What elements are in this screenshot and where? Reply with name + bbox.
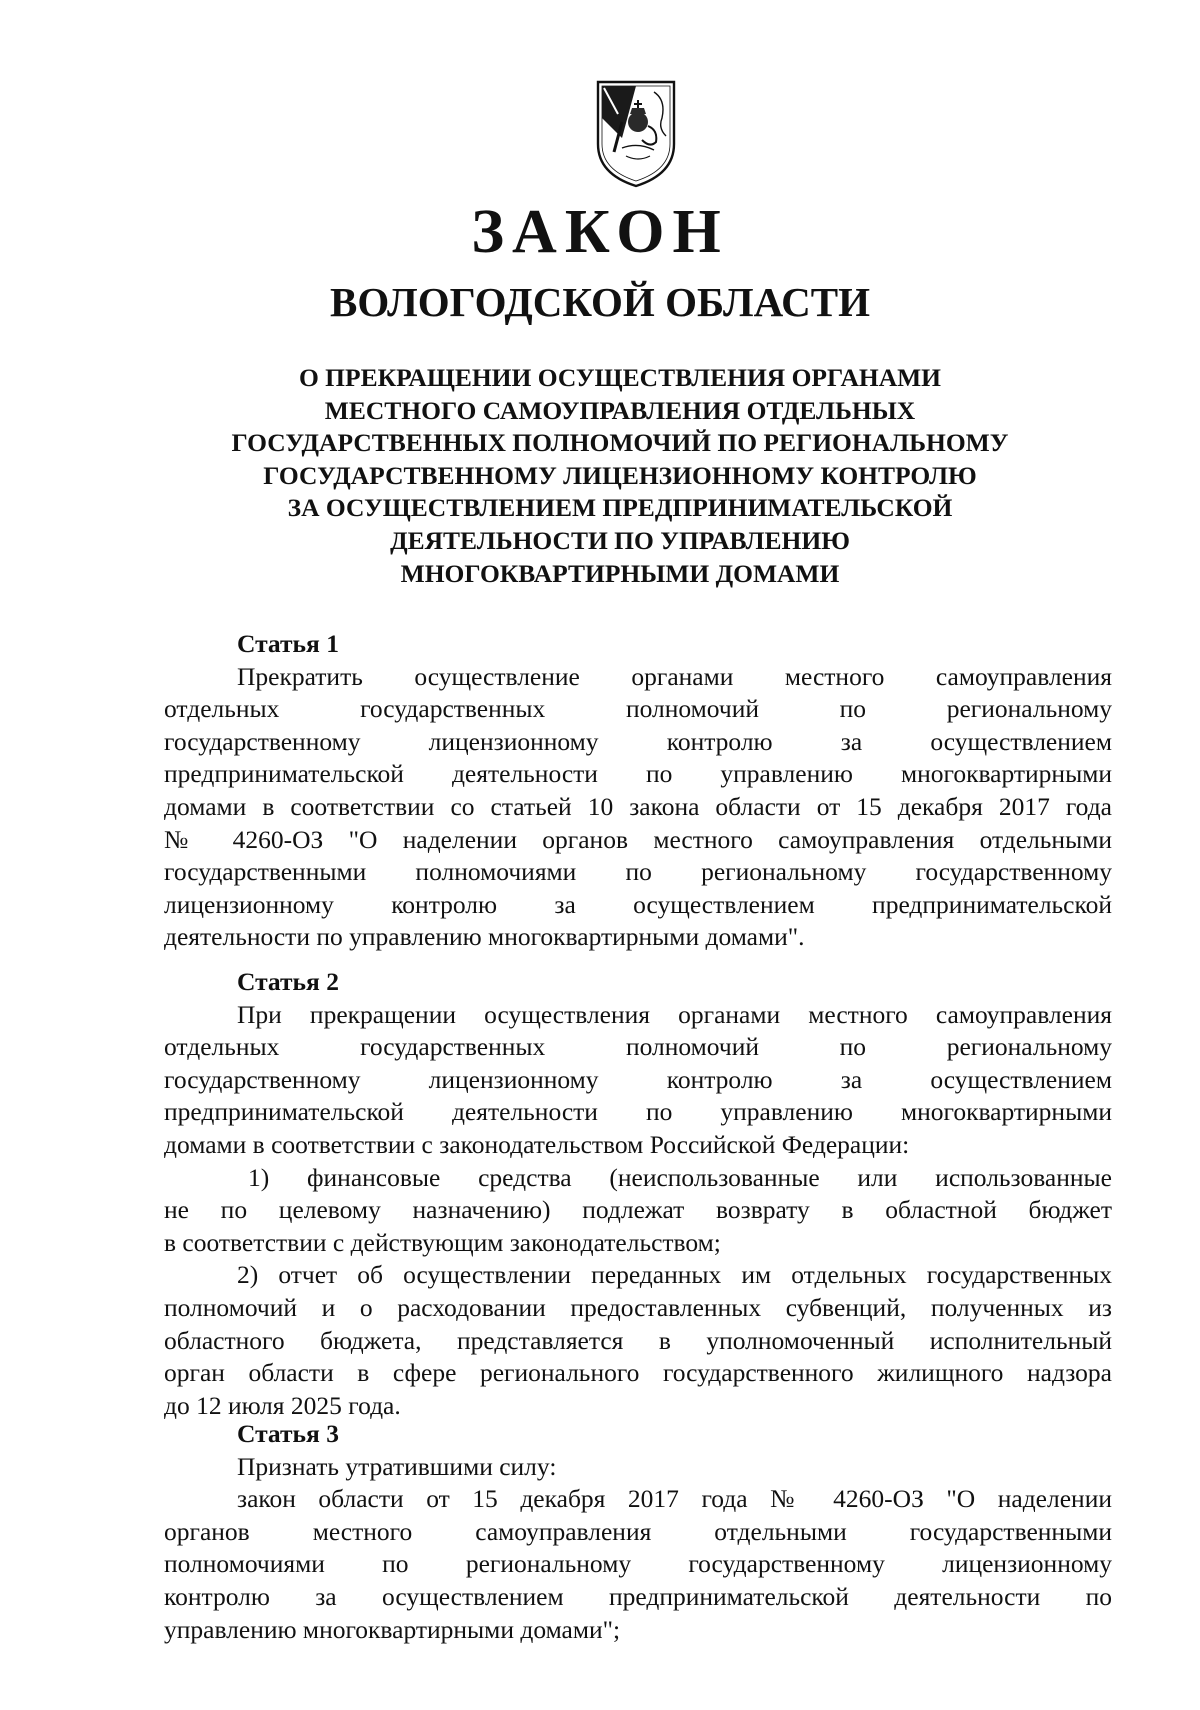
coat-of-arms-emblem — [592, 78, 680, 190]
article-heading: Статья 3 — [237, 1419, 339, 1448]
article-heading: Статья 1 — [237, 629, 339, 658]
article-line: домами в соответствии с законодательством Российской Федерации: — [164, 1129, 910, 1159]
article-3 — [164, 1418, 1112, 1646]
article-line: отдельных государственных полномочий по региональному — [164, 694, 1112, 724]
article-line: полномочиями по региональному государственному лицензионному — [164, 1549, 1112, 1579]
article-line: 2) отчет об осуществлении переданных им отдельных государственных — [237, 1260, 1112, 1290]
article-line: лицензионному контролю за осуществлением предпринимательской — [164, 889, 1112, 919]
article-line: предпринимательской деятельности по управлению многоквартирными — [164, 1097, 1112, 1127]
article-line: полномочий и о расходовании предоставленных субвенций, полученных из — [164, 1292, 1112, 1322]
law-title-line: ГОСУДАРСТВЕННЫХ ПОЛНОМОЧИЙ ПО РЕГИОНАЛЬНОМУ — [231, 428, 1009, 458]
article-line: домами в соответствии со статьей 10 закона области от 15 декабря 2017 года — [164, 791, 1112, 821]
article-line: в соответствии с действующим законодательством; — [164, 1227, 721, 1257]
law-title-line: О ПРЕКРАЩЕНИИ ОСУЩЕСТВЛЕНИЯ ОРГАНАМИ — [298, 363, 942, 392]
law-heading: ЗАКОН — [471, 198, 729, 266]
law-title-line: ДЕЯТЕЛЬНОСТИ ПО УПРАВЛЕНИЮ — [390, 525, 850, 555]
article-line: отдельных государственных полномочий по региональному — [164, 1032, 1112, 1062]
article-2 — [164, 966, 1112, 1422]
article-line: государственному лицензионному контролю за осуществлением — [164, 1064, 1112, 1094]
law-title — [160, 362, 1080, 590]
article-line: до 12 июля 2025 года. — [164, 1390, 401, 1420]
article-line: управлению многоквартирными домами"; — [164, 1614, 621, 1644]
region-heading: ВОЛОГОДСКОЙ ОБЛАСТИ — [329, 279, 871, 325]
article-line: закон области от 15 декабря 2017 года № 4260-ОЗ "О наделении — [237, 1484, 1112, 1514]
law-title-line: ЗА ОСУЩЕСТВЛЕНИЕМ ПРЕДПРИНИМАТЕЛЬСКОЙ — [287, 493, 953, 523]
article-line: контролю за осуществлением предпринимательской деятельности по — [164, 1581, 1112, 1611]
article-1 — [164, 628, 1112, 954]
article-line: 1) финансовые средства (неиспользованные или использованные — [248, 1162, 1112, 1192]
article-line: областного бюджета, представляется в уполномоченный исполнительный — [164, 1325, 1112, 1355]
article-heading: Статья 2 — [237, 967, 339, 996]
article-line: государственными полномочиями по региональному государственному — [164, 857, 1112, 887]
article-line: Прекратить осуществление органами местного самоуправления — [237, 661, 1112, 691]
law-title-line: МЕСТНОГО САМОУПРАВЛЕНИЯ ОТДЕЛЬНЫХ — [324, 395, 916, 425]
article-line: № 4260-ОЗ "О наделении органов местного самоуправления отдельными — [164, 824, 1112, 854]
article-line: При прекращении осуществления органами местного самоуправления — [237, 999, 1112, 1029]
article-line: не по целевому назначению) подлежат возврату в областной бюджет — [164, 1195, 1112, 1225]
article-line: Признать утратившими силу: — [237, 1451, 557, 1481]
law-title-line: МНОГОКВАРТИРНЫМИ ДОМАМИ — [400, 558, 840, 588]
law-title-line: ГОСУДАРСТВЕННОМУ ЛИЦЕНЗИОННОМУ КОНТРОЛЮ — [263, 460, 977, 490]
article-line: орган области в сфере регионального государственного жилищного надзора — [164, 1358, 1112, 1388]
article-line: органов местного самоуправления отдельными государственными — [164, 1516, 1112, 1546]
article-line: государственному лицензионному контролю за осуществлением — [164, 726, 1112, 756]
article-line: предпринимательской деятельности по управлению многоквартирными — [164, 759, 1112, 789]
article-line: деятельности по управлению многоквартирными домами". — [164, 922, 805, 952]
